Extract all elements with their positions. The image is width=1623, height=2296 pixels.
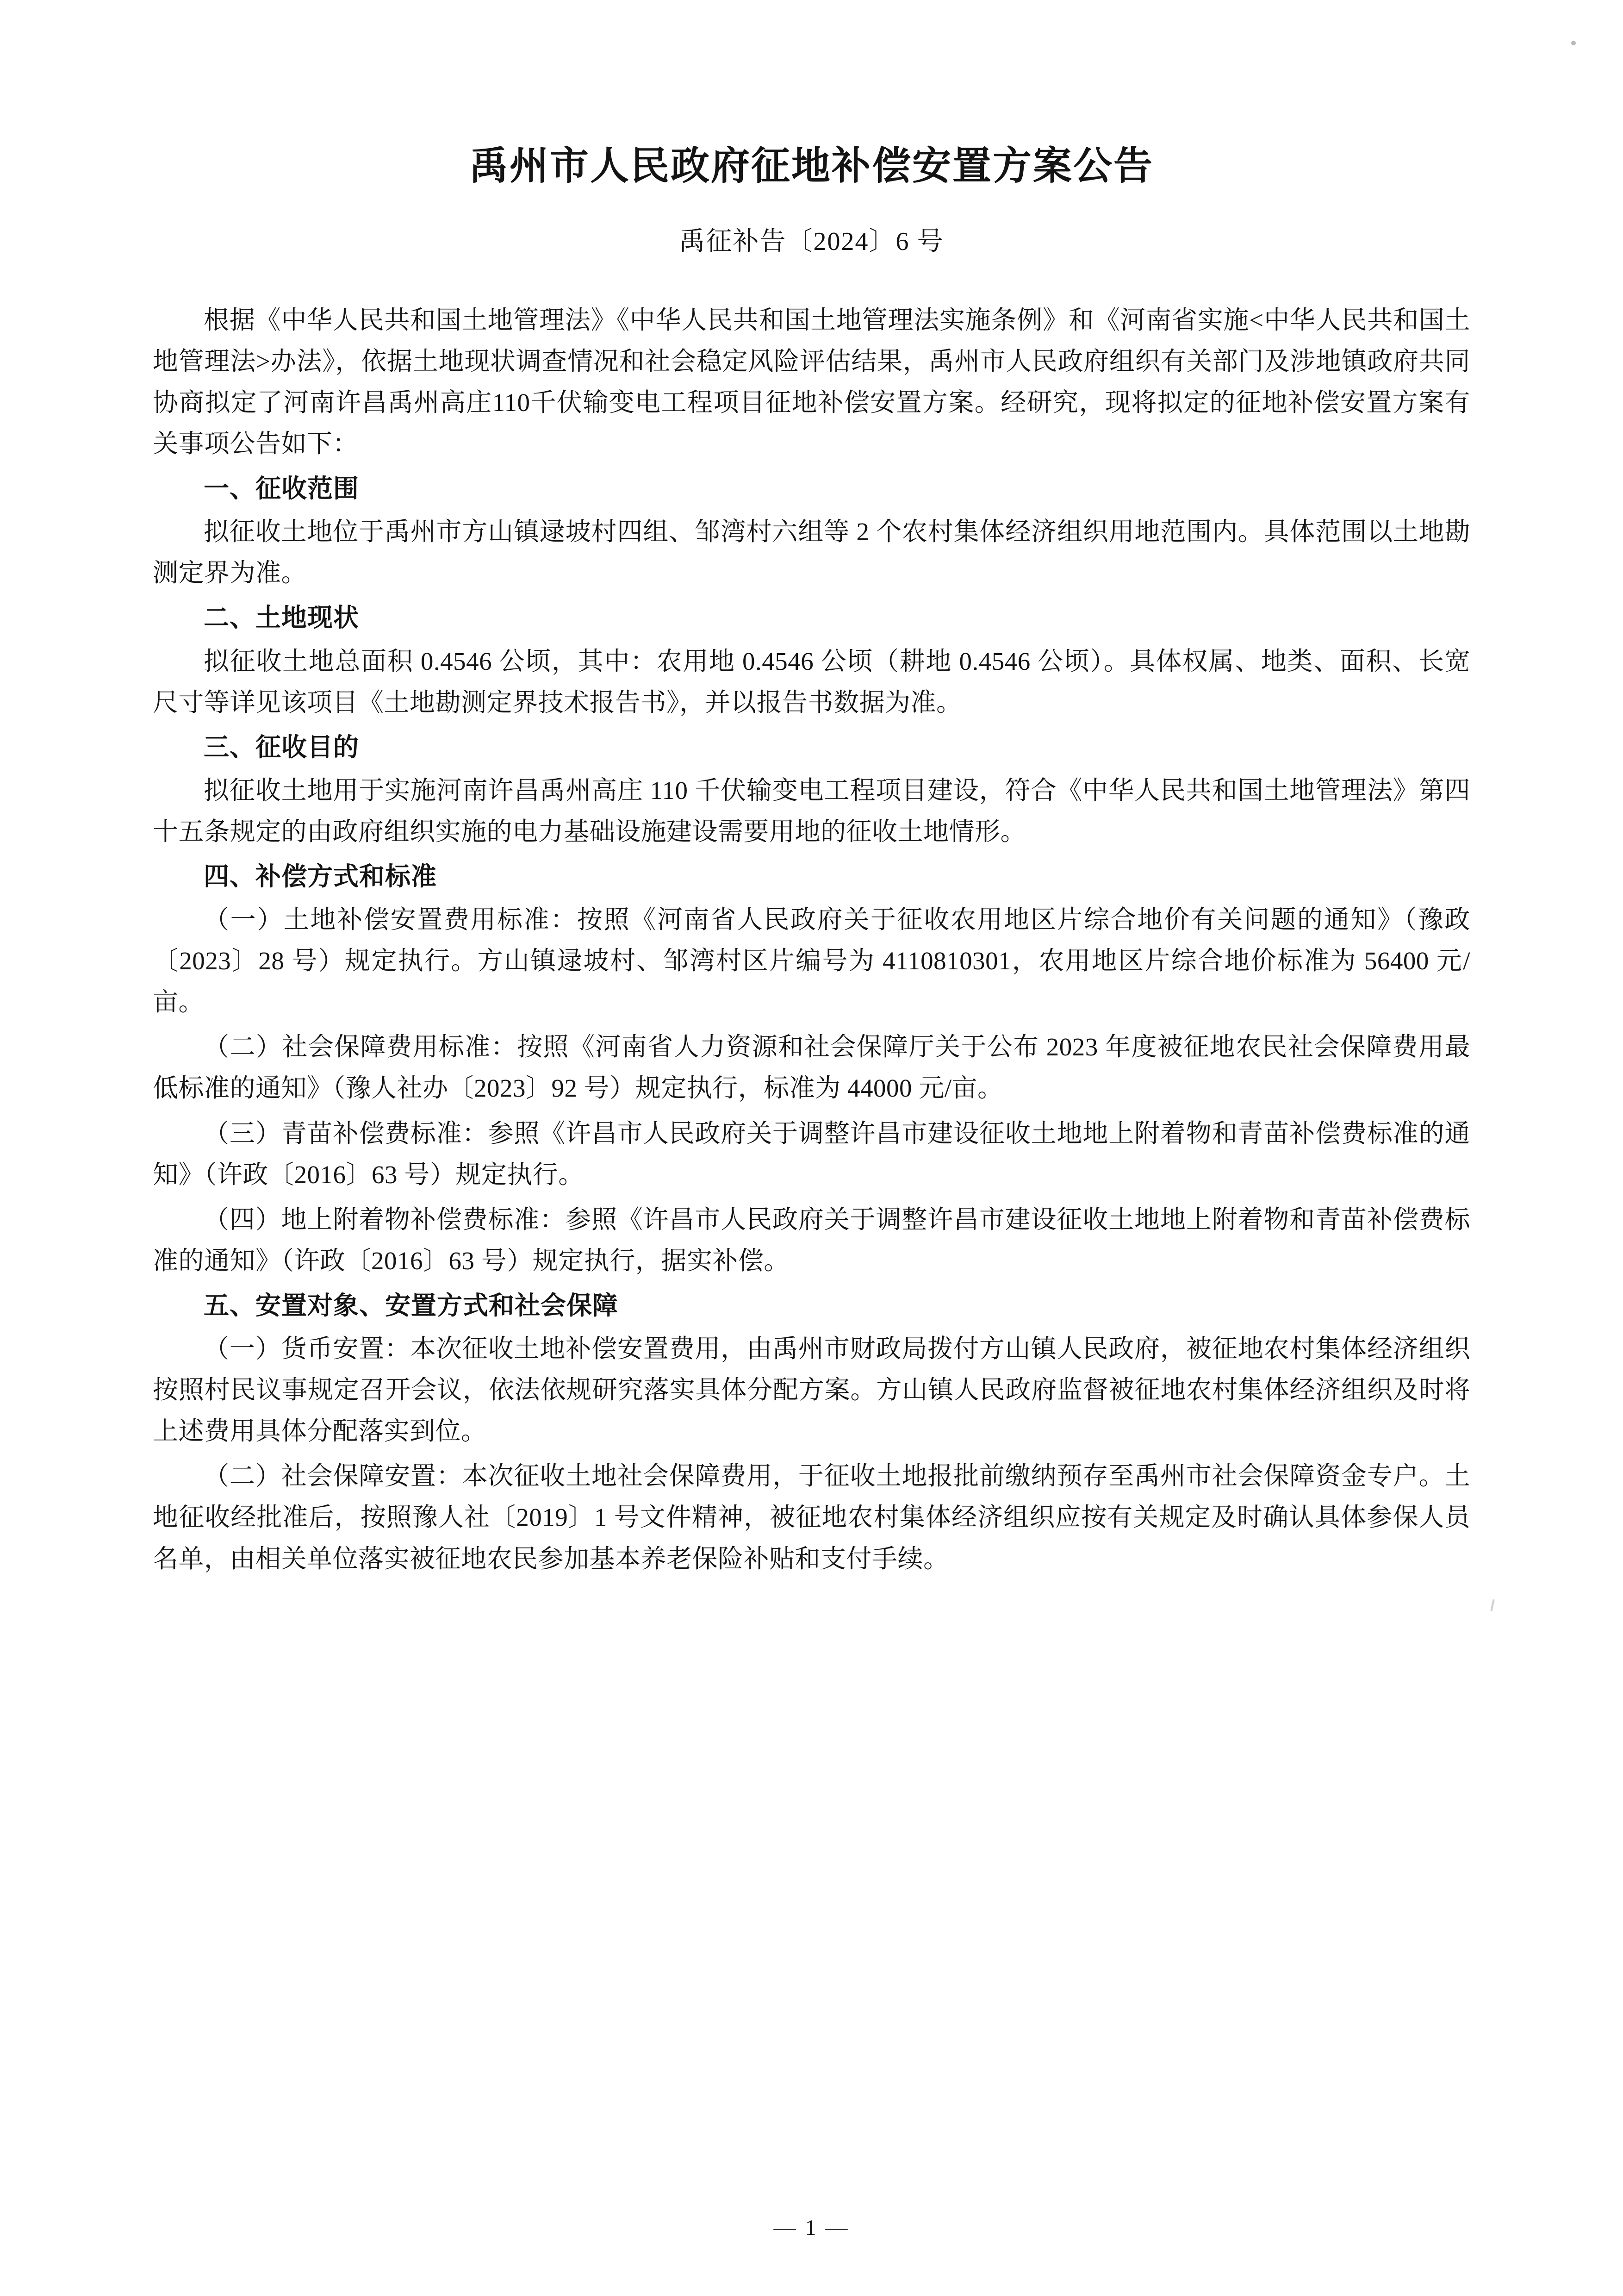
- section-heading: 二、土地现状: [204, 604, 360, 632]
- section-heading: 四、补偿方式和标准: [204, 862, 437, 891]
- paragraph: （一）货币安置：本次征收土地补偿安置费用，由禹州市财政局拨付方山镇人民政府，被征地农村集体经济组织按照村民议事规定召开会议，依法依规研究落实具体分配方案。方山镇人民政府监督被征地农村集体经济组织及时将上述费用具体分配落实到位。: [153, 1335, 1470, 1446]
- paragraph: （四）地上附着物补偿费标准：参照《许昌市人民政府关于调整许昌市建设征收土地地上附着物和青苗补偿费标准的通知》（许政〔2016〕63 号）规定执行，据实补偿。: [153, 1205, 1470, 1275]
- section-heading: 一、征收范围: [204, 474, 360, 503]
- page-title: 禹州市人民政府征地补偿安置方案公告: [469, 145, 1154, 188]
- paragraph: （二）社会保障安置：本次征收土地社会保障费用，于征收土地报批前缴纳预存至禹州市社会保障资金专户。土地征收经批准后，按照豫人社〔2019〕1 号文件精神，被征地农村集体经济组织应按有关规定及时确认具体参保人员名单，由相关单位落实被征地农民参加基本养老保险补贴和支付手续。: [153, 1462, 1470, 1573]
- document-number: 禹征补告〔2024〕6 号: [679, 227, 944, 256]
- section-heading: 五、安置对象、安置方式和社会保障: [204, 1291, 619, 1320]
- paragraph: 拟征收土地用于实施河南许昌禹州高庄 110 千伏输变电工程项目建设，符合《中华人民共和国土地管理法》第四十五条规定的由政府组织实施的电力基础设施建设需要用地的征收土地情形。: [153, 776, 1470, 846]
- paragraph: （一）土地补偿安置费用标准：按照《河南省人民政府关于征收农用地区片综合地价有关问题的通知》（豫政〔2023〕28 号）规定执行。方山镇逯坡村、邹湾村区片编号为 4110810301，农用地区片综合地价标准为 56400 元/亩。: [153, 905, 1470, 1017]
- page-number: — 1 —: [773, 2215, 850, 2240]
- document-body: [153, 299, 1470, 1579]
- paragraph: （三）青苗补偿费标准：参照《许昌市人民政府关于调整许昌市建设征收土地地上附着物和青苗补偿费标准的通知》（许政〔2016〕63 号）规定执行。: [153, 1119, 1470, 1189]
- paragraph: 拟征收土地位于禹州市方山镇逯坡村四组、邹湾村六组等 2 个农村集体经济组织用地范围内。具体范围以土地勘测定界为准。: [153, 518, 1470, 587]
- paragraph: （二）社会保障费用标准：按照《河南省人力资源和社会保障厅关于公布 2023 年度被征地农民社会保障费用最低标准的通知》（豫人社办〔2023〕92 号）规定执行，标准为 44000 元/亩。: [153, 1033, 1470, 1103]
- paragraph: 根据《中华人民共和国土地管理法》《中华人民共和国土地管理法实施条例》和《河南省实施<中华人民共和国土地管理法>办法》，依据土地现状调查情况和社会稳定风险评估结果，禹州市人民政府组织有关部门及涉地镇政府共同协商拟定了河南许昌禹州高庄110千伏输变电工程项目征地补偿安置方案。经研究，现将拟定的征地补偿安置方案有关事项公告如下：: [153, 306, 1470, 458]
- paragraph: 拟征收土地总面积 0.4546 公顷，其中：农用地 0.4546 公顷（耕地 0.4546 公顷）。具体权属、地类、面积、长宽尺寸等详见该项目《土地勘测定界技术报告书》，并以报告书数据为准。: [153, 647, 1470, 717]
- section-heading: 三、征收目的: [204, 733, 360, 761]
